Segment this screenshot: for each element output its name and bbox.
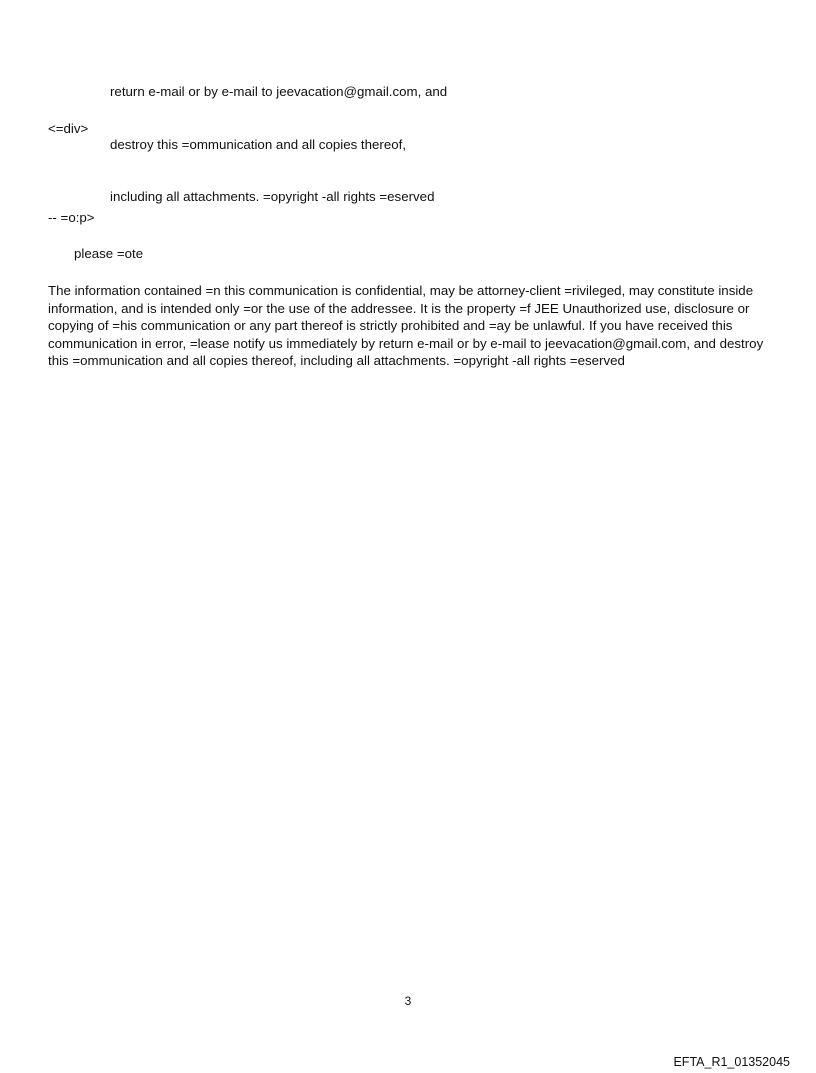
page-number: 3 <box>404 994 412 1008</box>
op-tag-text: -- =o:p> <box>48 210 95 225</box>
indented-line-2: destroy this =ommunication and all copies thereof, <box>110 136 407 152</box>
document-id: EFTA_R1_01352045 <box>673 1055 790 1069</box>
indented-disclaimer-fragment <box>110 48 610 223</box>
indented-line-1: return e-mail or by e-mail to jeevacation@gmail.com, and <box>110 84 448 99</box>
div-tag-text: <=div> <box>48 121 89 136</box>
please-note-text: please =ote <box>74 246 144 261</box>
indented-line-3: including all attachments. =opyright -all rights =eserved <box>110 189 435 204</box>
disclaimer-paragraph: The information contained =n this communication is confidential, may be attorney-client =rivileged, may constitute inside information, and is intended only =or the use of the addressee. It is the property =f JEE Unauthorized use, disclosure or copying of =his communication or any part thereof is strictly prohibited and =ay be unlawful. If you have received this communication in error, =lease notify us immediately by return e-mail or by e-mail to jeevacation@gmail.com, and destroy this =ommunication and all copies thereof, including all attachments. =opyright -all rights =eserved <box>48 283 764 368</box>
